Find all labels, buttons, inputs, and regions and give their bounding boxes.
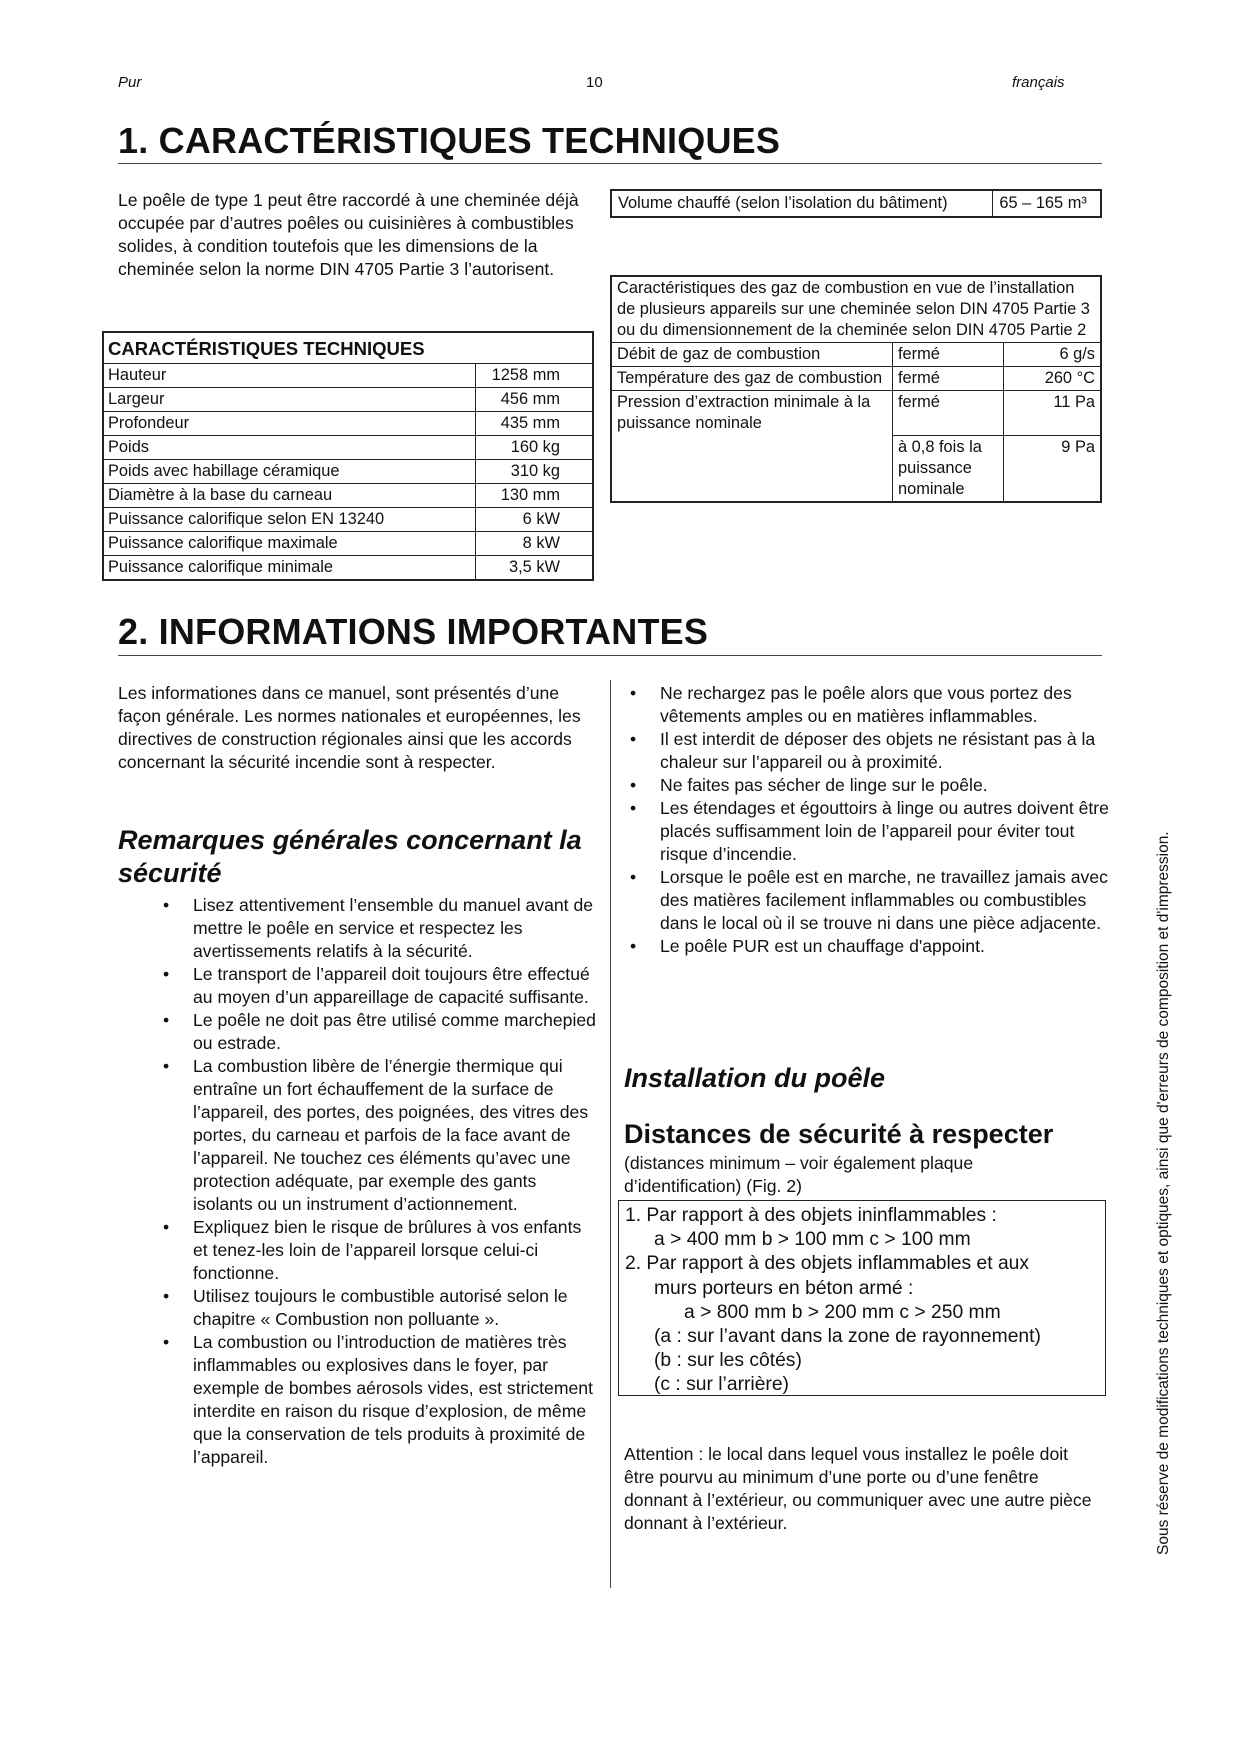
table-row	[611, 391, 1101, 436]
distances-note: (distances minimum – voir également plaque d’identification) (Fig. 2)	[624, 1153, 974, 1196]
list-item: • Il est interdit de déposer des objets ne résistant pas à la chaleur sur l’appareil ou à proximité.	[585, 728, 1113, 774]
install-heading: Installation du poêle	[624, 1063, 886, 1093]
section2-title: 2. INFORMATIONS IMPORTANTES	[118, 611, 709, 652]
safety-list-left	[118, 894, 600, 1469]
header-left: Pur	[118, 74, 142, 91]
spec-label: Profondeur	[103, 412, 476, 436]
table-row	[103, 460, 593, 484]
list-item: • Le poêle ne doit pas être utilisé comme marchepied ou estrade.	[118, 1009, 600, 1055]
distances-box	[618, 1200, 1106, 1396]
gas-label: Température des gaz de combustion	[611, 367, 893, 391]
gas-value: 11 Pa	[1004, 391, 1102, 436]
header-language: français	[1012, 74, 1065, 91]
spec-value: 310 kg	[476, 460, 594, 484]
safety-list-right	[585, 682, 1113, 958]
spec-label: Largeur	[103, 388, 476, 412]
spec-label: Hauteur	[103, 364, 476, 388]
spec-label: Poids avec habillage céramique	[103, 460, 476, 484]
spec-label: Puissance calorifique maximale	[103, 532, 476, 556]
legend-b: (b : sur les côtés)	[654, 1350, 802, 1372]
gas-condition: à 0,8 fois la puissance nominale	[893, 435, 1004, 502]
distance-item-2-cont: murs porteurs en béton armé :	[654, 1277, 914, 1299]
gas-value: 9 Pa	[1004, 435, 1102, 502]
spec-value: 1258 mm	[476, 364, 594, 388]
table-row	[611, 343, 1101, 367]
list-item: • Lisez attentivement l’ensemble du manuel avant de mettre le poêle en service et respectez les avertissements relatifs à la sécurité.	[118, 894, 600, 963]
spec-value: 130 mm	[476, 484, 594, 508]
volume-table	[610, 189, 1102, 218]
distance-values-2: a > 800 mm b > 200 mm c > 250 mm	[684, 1301, 1001, 1323]
spec-value: 435 mm	[476, 412, 594, 436]
volume-label: Volume chauffé (selon l’isolation du bâtiment)	[611, 190, 993, 217]
section1-title: 1. CARACTÉRISTIQUES TECHNIQUES	[118, 120, 781, 161]
gas-label	[611, 435, 893, 502]
spec-label: Diamètre à la base du carneau	[103, 484, 476, 508]
list-item: • Les étendages et égouttoirs à linge ou autres doivent être placés suffisamment loin de l’appareil pour éviter tout risque d’incendie.	[585, 797, 1113, 866]
gas-value: 6 g/s	[1004, 343, 1102, 367]
legend-a: (a : sur l’avant dans la zone de rayonnement)	[654, 1326, 1041, 1348]
spec-label: Puissance calorifique minimale	[103, 556, 476, 581]
section1-rule	[118, 163, 1102, 164]
table-row	[103, 436, 593, 460]
gas-label: Pression d’extraction minimale à la puissance nominale	[611, 391, 893, 436]
list-item: • Le transport de l’appareil doit toujours être effectué au moyen d’un appareillage de capacité suffisante.	[118, 963, 600, 1009]
distance-item-2: 2. Par rapport à des objets inflammables et aux	[625, 1253, 1030, 1275]
distances-heading: Distances de sécurité à respecter	[624, 1119, 1054, 1149]
list-item: • Le poêle PUR est un chauffage d'appoint.	[585, 935, 1113, 958]
spec-value: 160 kg	[476, 436, 594, 460]
table-row	[103, 364, 593, 388]
gas-condition: fermé	[893, 343, 1004, 367]
table-row	[103, 556, 593, 581]
distance-item-1: 1. Par rapport à des objets ininflammables :	[625, 1205, 997, 1226]
section1-intro: Le poêle de type 1 peut être raccordé à une cheminée déjà occupée par d’autres poêles ou cuisinières à combustibles solides, à condition toutefois que les dimensions de la cheminée selon la norme DIN 4705 Partie 3 l’autorisent.	[118, 190, 579, 279]
list-item: • La combustion ou l’introduction de matières très inflammables ou explosives dans le foyer, par exemple de bombes aérosols vides, est strictement interdite en raison du risque d’explosion, de même que la conservation de tels produits à proximité de l’appareil.	[118, 1331, 600, 1469]
spec-table	[102, 331, 594, 581]
gas-label: Débit de gaz de combustion	[611, 343, 893, 367]
gas-table-header: Caractéristiques des gaz de combustion en vue de l’installation de plusieurs appareils sur une cheminée selon DIN 4705 Partie 3 ou du dimensionnement de la cheminée selon DIN 4705 Partie 2	[611, 276, 1101, 343]
spec-value: 6 kW	[476, 508, 594, 532]
gas-condition: fermé	[893, 391, 1004, 436]
side-disclaimer: Sous réserve de modifications techniques et optiques, ainsi que d'erreurs de composition et d'impression.	[1155, 831, 1172, 1555]
list-item: • Lorsque le poêle est en marche, ne travaillez jamais avec des matières facilement inflammables ou combustibles dans le local où il se trouve ni dans une pièce adjacente.	[585, 866, 1113, 935]
distance-values-1: a > 400 mm b > 100 mm c > 100 mm	[654, 1229, 971, 1251]
section2-rule	[118, 655, 1102, 656]
table-row	[103, 508, 593, 532]
legend-c: (c : sur l’arrière)	[654, 1374, 789, 1396]
volume-value: 65 – 165 m³	[993, 190, 1101, 217]
gas-table	[610, 275, 1102, 503]
spec-table-header: CARACTÉRISTIQUES TECHNIQUES	[103, 332, 593, 364]
safety-heading: Remarques générales concernant la sécurité	[118, 825, 582, 888]
table-row	[611, 435, 1101, 502]
table-row	[103, 484, 593, 508]
list-item: • Ne faites pas sécher de linge sur le poêle.	[585, 774, 1113, 797]
spec-label: Poids	[103, 436, 476, 460]
spec-value: 456 mm	[476, 388, 594, 412]
list-item: • Utilisez toujours le combustible autorisé selon le chapitre « Combustion non polluante ».	[118, 1285, 600, 1331]
table-row	[103, 532, 593, 556]
table-row	[611, 367, 1101, 391]
gas-condition: fermé	[893, 367, 1004, 391]
attention-note: Attention : le local dans lequel vous installez le poêle doit être pourvu au minimum d’une porte ou d’une fenêtre donnant à l’extérieur, ou communiquer avec une autre pièce donnant à l’extérieur.	[624, 1444, 1092, 1533]
list-item: • Ne rechargez pas le poêle alors que vous portez des vêtements amples ou en matières inflammables.	[585, 682, 1113, 728]
list-item: • La combustion libère de l’énergie thermique qui entraîne un fort échauffement de la surface de l’appareil, des portes, des poignées, des vitres des portes, du carneau et parfois de la face avant de l’appareil. Ne touchez ces éléments qu’avec une protection adéquate, par exemple des gants isolants ou un instrument d’actionnement.	[118, 1055, 600, 1216]
section2-intro: Les informationes dans ce manuel, sont présentés d’une façon générale. Les normes nationales et européennes, les directives de construction régionales ainsi que les accords concernant la sécurité incendie sont à respecter.	[118, 683, 581, 772]
spec-value: 3,5 kW	[476, 556, 594, 581]
table-row	[103, 412, 593, 436]
spec-label: Puissance calorifique selon EN 13240	[103, 508, 476, 532]
table-row	[103, 388, 593, 412]
list-item: • Expliquez bien le risque de brûlures à vos enfants et tenez-les loin de l’appareil lorsque celui-ci fonctionne.	[118, 1216, 600, 1285]
page-number: 10	[586, 74, 603, 91]
spec-value: 8 kW	[476, 532, 594, 556]
gas-value: 260 °C	[1004, 367, 1102, 391]
